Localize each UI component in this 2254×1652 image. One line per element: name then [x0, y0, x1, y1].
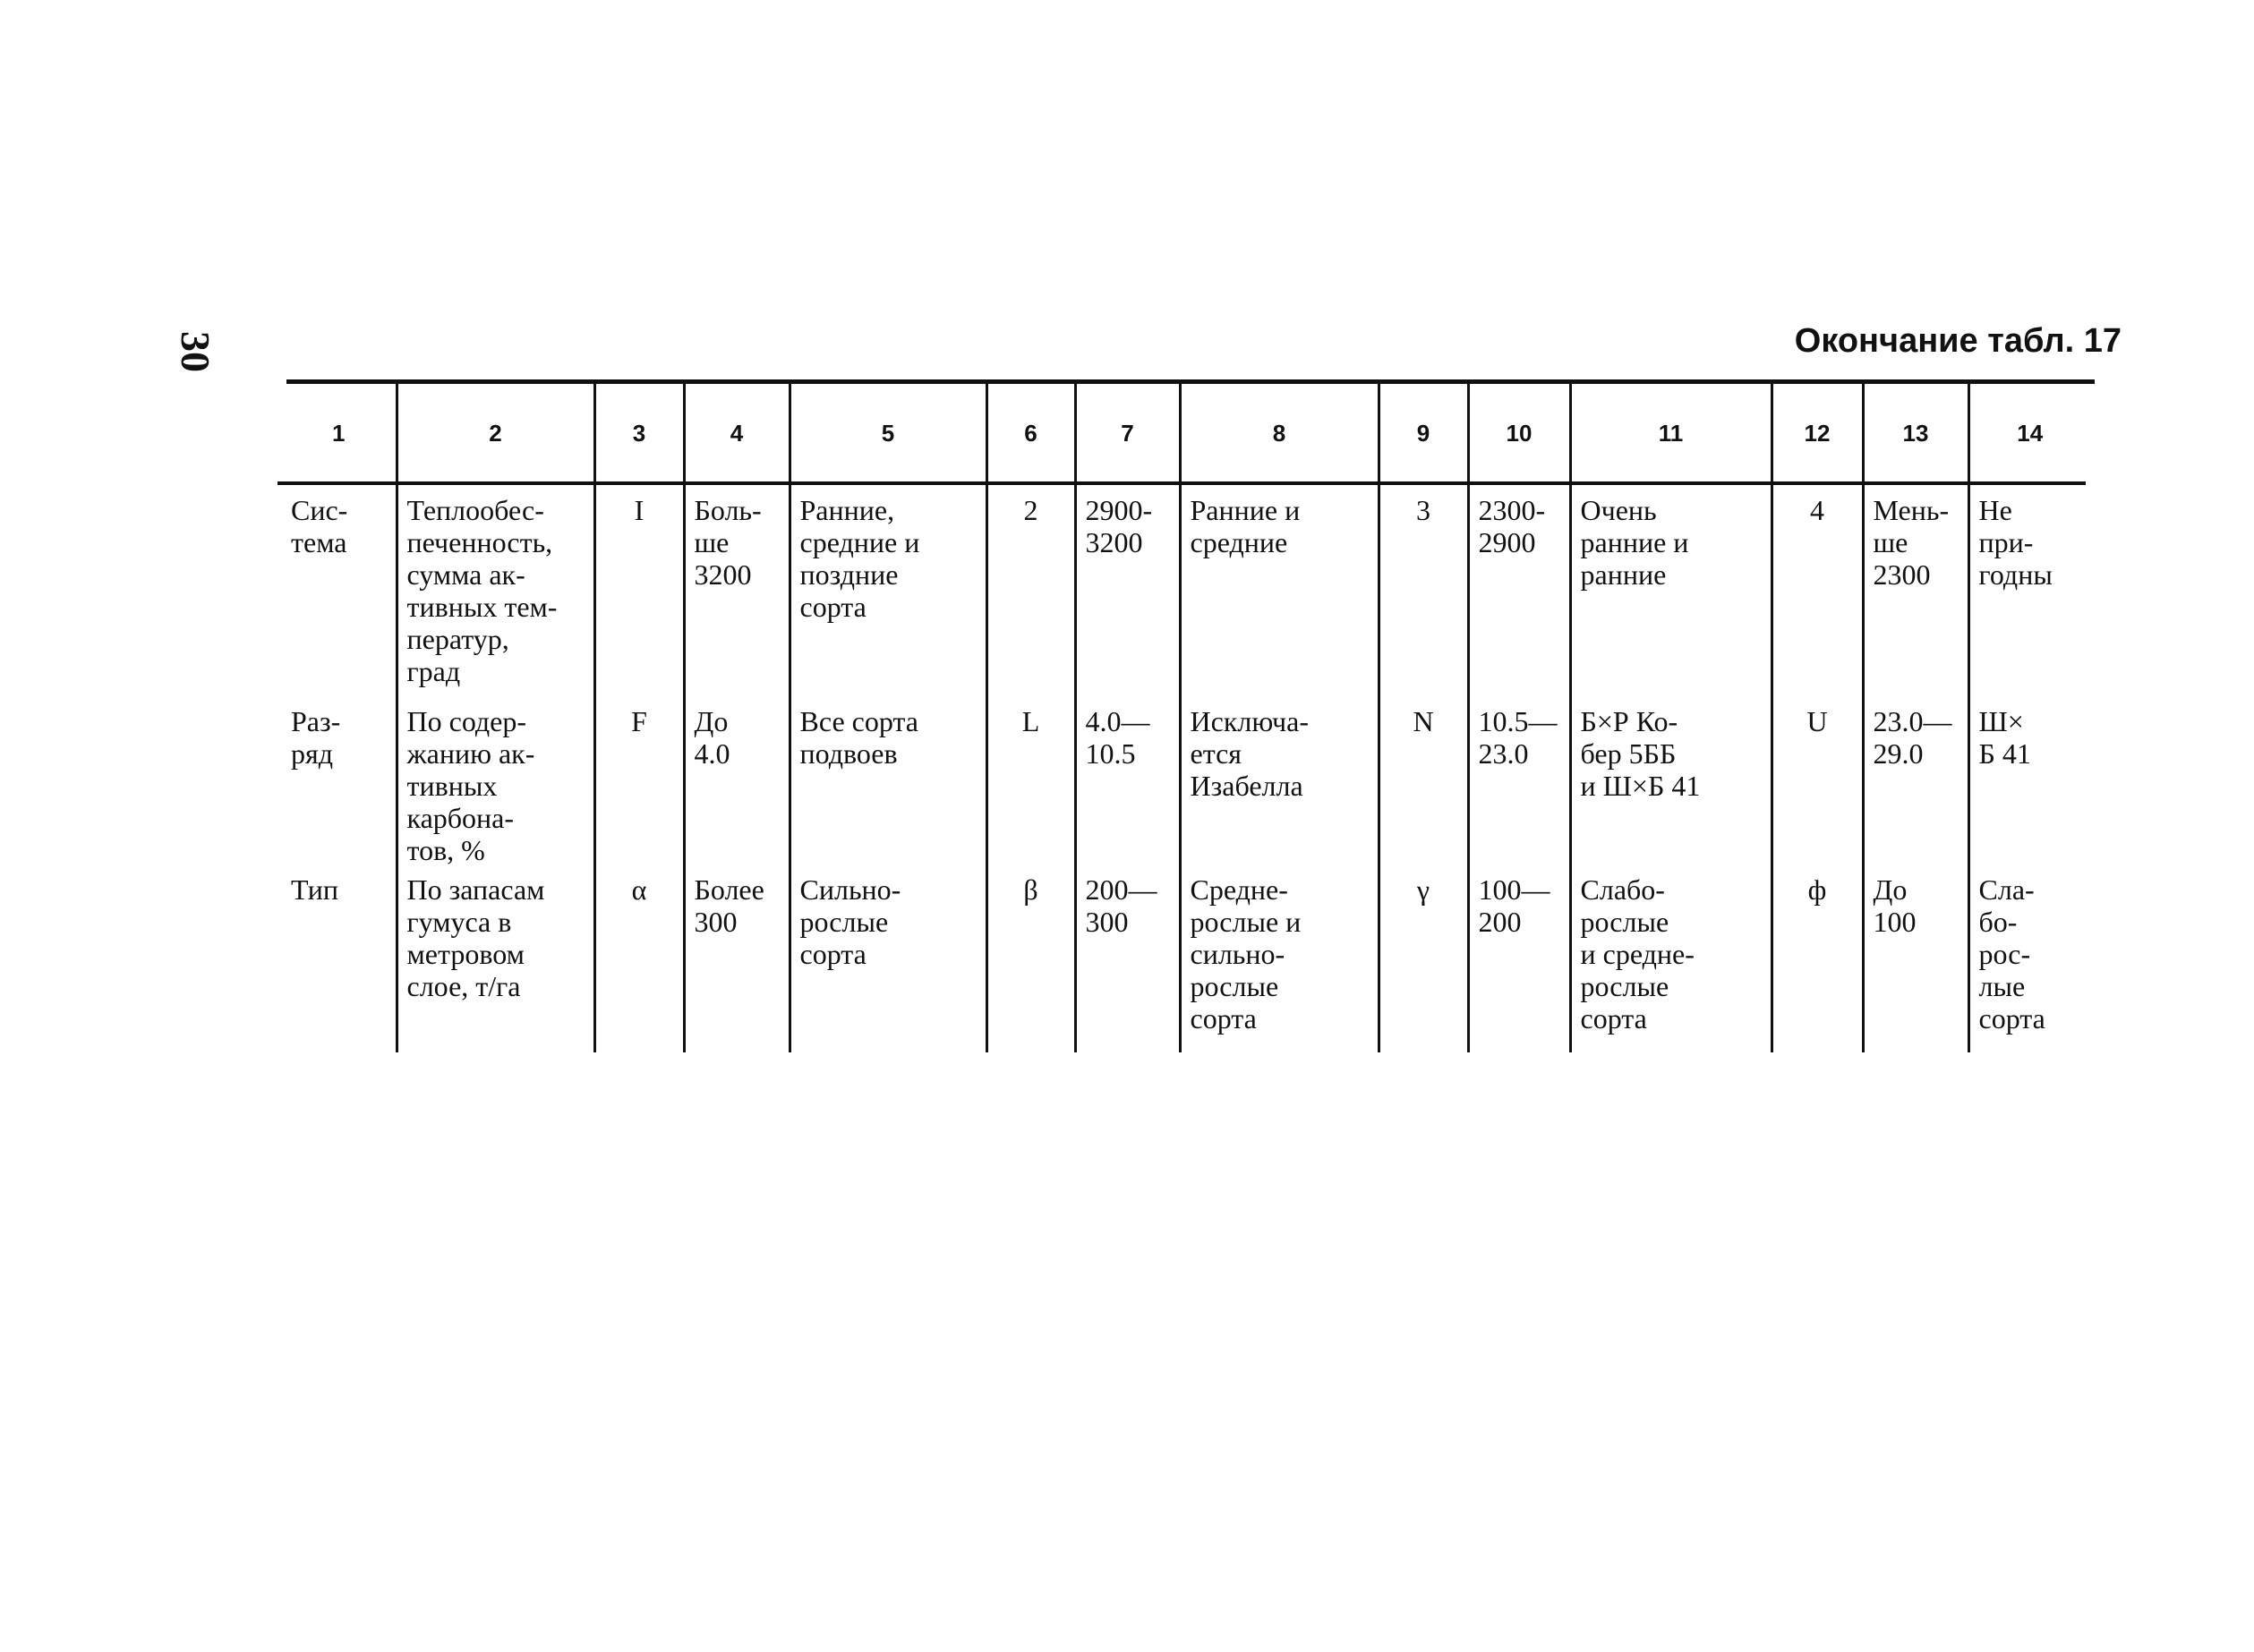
spacer-cell: [986, 481, 1075, 489]
spacer-cell: [1968, 481, 2090, 489]
spacer-cell: [1075, 481, 1180, 489]
table-cell: U: [1772, 700, 1863, 868]
table-cell: β: [986, 868, 1075, 1052]
page-number: 30: [173, 331, 218, 372]
header-cell: 6: [986, 384, 1075, 481]
table-row: [282, 700, 2090, 868]
table-cell: 100— 200: [1468, 868, 1570, 1052]
spacer-cell: [397, 481, 594, 489]
table-cell: 4: [1772, 489, 1863, 700]
table-cell: Сильно- рослые сорта: [790, 868, 986, 1052]
table-cell: γ: [1379, 868, 1468, 1052]
soil-suitability-table: [282, 384, 2090, 1052]
table-cell: До 4.0: [684, 700, 790, 868]
table-cell: 23.0— 29.0: [1863, 700, 1968, 868]
table-cell: Тип: [291, 873, 338, 906]
table-row: [282, 489, 2090, 700]
table-cell: α: [594, 868, 684, 1052]
header-cell: 14: [1968, 384, 2090, 481]
spacer-row: [282, 481, 2090, 489]
table-cell: 2300- 2900: [1468, 489, 1570, 700]
header-cell: 1: [332, 419, 346, 447]
table-cell: 2: [986, 489, 1075, 700]
table-row: [282, 868, 2090, 1052]
spacer-cell: [282, 481, 397, 489]
table-cell: Раз- ряд: [291, 705, 341, 770]
header-cell: 11: [1570, 384, 1772, 481]
table-cell: Слабо- рослые и средне- рослые сорта: [1570, 868, 1772, 1052]
table-header-row: [282, 384, 2090, 481]
table-cell: Ранние и средние: [1180, 489, 1379, 700]
table-cell: Сис- тема: [291, 494, 348, 558]
table-cell: I: [594, 489, 684, 700]
spacer-cell: [684, 481, 790, 489]
header-cell: 2: [397, 384, 594, 481]
spacer-cell: [790, 481, 986, 489]
header-cell: 3: [594, 384, 684, 481]
table-cell: 4.0— 10.5: [1075, 700, 1180, 868]
table-cell: 3: [1379, 489, 1468, 700]
table-caption: Окончание табл. 17: [1794, 322, 2122, 360]
header-cell: 7: [1075, 384, 1180, 481]
table-cell: N: [1379, 700, 1468, 868]
table-cell: Боль- ше 3200: [684, 489, 790, 700]
table-cell: Б×Р Ко- бер 5ББ и Ш×Б 41: [1570, 700, 1772, 868]
header-cell: 4: [684, 384, 790, 481]
spacer-cell: [1468, 481, 1570, 489]
table-cell: Теплообес- печенность, сумма ак- тивных тем- ператур, град: [397, 489, 594, 700]
header-cell: 13: [1863, 384, 1968, 481]
table-cell: До 100: [1863, 868, 1968, 1052]
table-cell: ф: [1772, 868, 1863, 1052]
spacer-cell: [594, 481, 684, 489]
header-cell: 12: [1772, 384, 1863, 481]
table-cell: Очень ранние и ранние: [1570, 489, 1772, 700]
table-cell: По запасам гумуса в метровом слое, т/га: [397, 868, 594, 1052]
header-cell: 5: [790, 384, 986, 481]
table-cell: Не при- годны: [1968, 489, 2090, 700]
spacer-cell: [1863, 481, 1968, 489]
spacer-cell: [1570, 481, 1772, 489]
table-cell: Ш× Б 41: [1968, 700, 2090, 868]
table-cell: 200— 300: [1075, 868, 1180, 1052]
table-cell: По содер- жанию ак- тивных карбона- тов, %: [397, 700, 594, 868]
table-cell: Более 300: [684, 868, 790, 1052]
table-cell: 2900- 3200: [1075, 489, 1180, 700]
header-cell: 8: [1180, 384, 1379, 481]
table-cell: L: [986, 700, 1075, 868]
header-cell: 10: [1468, 384, 1570, 481]
spacer-cell: [1180, 481, 1379, 489]
table-cell: Исключа- ется Изабелла: [1180, 700, 1379, 868]
table-cell: Сла- бо- рос- лые сорта: [1968, 868, 2090, 1052]
spacer-cell: [1379, 481, 1468, 489]
header-cell: 9: [1379, 384, 1468, 481]
spacer-cell: [1772, 481, 1863, 489]
table-cell: Все сорта подвоев: [790, 700, 986, 868]
table-cell: 10.5— 23.0: [1468, 700, 1570, 868]
table-cell: Мень- ше 2300: [1863, 489, 1968, 700]
table-cell: F: [594, 700, 684, 868]
table-cell: Средне- рослые и сильно- рослые сорта: [1180, 868, 1379, 1052]
table-cell: Ранние, средние и поздние сорта: [790, 489, 986, 700]
